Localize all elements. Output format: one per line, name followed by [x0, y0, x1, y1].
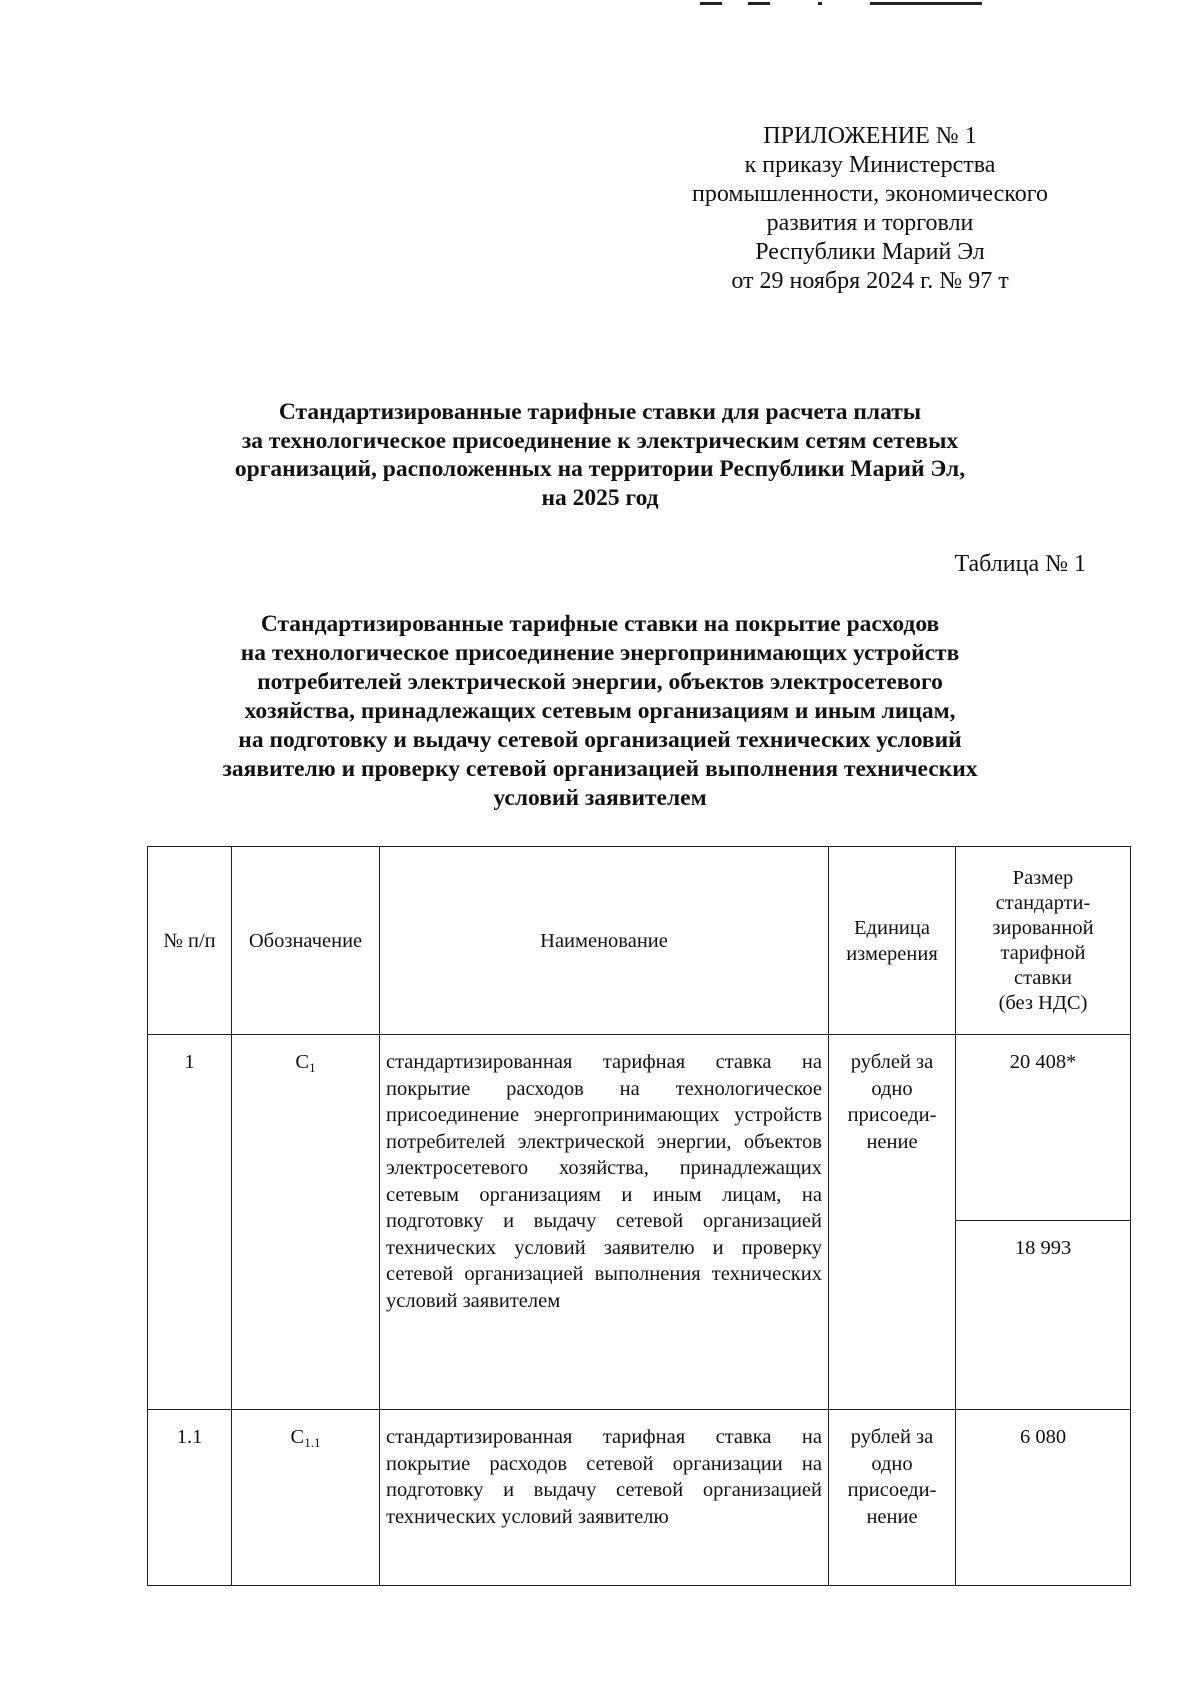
header-size-line: тарифной: [1000, 941, 1086, 964]
title-line: организаций, расположенных на территории Республики Марий Эл,: [234, 456, 966, 482]
unit-line: одно: [871, 1452, 913, 1475]
header-size-line: стандарти-: [995, 891, 1091, 914]
table-title-line: условий заявителем: [493, 785, 707, 811]
header-size-line: ставки: [1013, 966, 1073, 989]
designation-base: С: [295, 1051, 310, 1073]
unit-line: рублей за: [850, 1426, 934, 1448]
table-title-line: на технологическое присоединение энергопринимающих устройств: [240, 640, 960, 666]
table-title-line: потребителей электрической энергии, объектов электросетевого: [257, 669, 943, 695]
unit-line: нение: [866, 1505, 918, 1528]
appendix-line: ПРИЛОЖЕНИЕ № 1: [763, 123, 977, 149]
appendix-line: к приказу Министерства: [744, 152, 996, 178]
table-title-line: заявителю и проверку сетевой организацией выполнения технических: [222, 756, 978, 782]
header-designation: Обозначение: [232, 847, 380, 1035]
appendix-header: [640, 122, 1100, 296]
tariff-rates-table: [147, 846, 1131, 1586]
scan-artifact-marks: [700, 0, 1000, 8]
appendix-line: Республики Марий Эл: [755, 239, 985, 265]
row-designation: [232, 1035, 380, 1410]
header-num: № п/п: [148, 847, 232, 1035]
table-title-line: хозяйства, принадлежащих сетевым организациям и иным лицам,: [244, 698, 956, 724]
header-unit-line: Единица: [854, 916, 930, 939]
unit-line: рублей за: [850, 1051, 934, 1073]
table-row: [148, 1035, 1131, 1410]
row-designation: [232, 1410, 380, 1586]
header-unit-line: измерения: [846, 942, 938, 965]
rate-value: 20 408*: [956, 1035, 1130, 1221]
row-num: 1.1: [148, 1410, 232, 1586]
table-title-line: на подготовку и выдачу сетевой организацией технических условий: [238, 727, 962, 753]
header-size-line: зированной: [992, 916, 1094, 939]
title-line: Стандартизированные тарифные ставки для расчета платы: [278, 399, 922, 425]
header-size-line: Размер: [1012, 866, 1074, 889]
document-title: [160, 398, 1040, 512]
row-rate-values: [956, 1035, 1131, 1410]
row-unit: [829, 1035, 956, 1410]
table-title-line: Стандартизированные тарифные ставки на покрытие расходов: [260, 611, 940, 637]
rate-value: 18 993: [1014, 1237, 1072, 1259]
designation-base: С: [290, 1426, 305, 1448]
appendix-line: промышленности, экономического: [692, 181, 1048, 207]
row-unit: [829, 1410, 956, 1586]
unit-line: одно: [871, 1077, 913, 1100]
header-name: Наименование: [380, 847, 829, 1035]
appendix-line: развития и торговли: [766, 210, 974, 236]
table-title: [160, 610, 1040, 813]
title-line: на 2025 год: [541, 484, 659, 511]
unit-line: присоеди-: [847, 1479, 937, 1501]
unit-line: нение: [866, 1130, 918, 1153]
header-rate-size: [956, 847, 1131, 1035]
table-row: [148, 1410, 1131, 1586]
row-num: 1: [148, 1035, 232, 1410]
rate-value: 6 080: [956, 1410, 1131, 1586]
appendix-line: от 29 ноября 2024 г. № 97 т: [731, 268, 1009, 294]
title-line: за технологическое присоединение к электрическим сетям сетевых: [241, 427, 959, 454]
designation-sub: 1.1: [304, 1435, 321, 1450]
row-name: стандартизированная тарифная ставка на покрытие расходов на технологическое присоединение энергопринимающих устройств потребителей электрической энергии, объектов электросетевого хозяйства, принадлежащих сетевым организациям и иным лицам, на подготовку и выдачу сетевой организацией технических условий заявителю и проверку сетевой организацией выполнения технических условий заявителем: [380, 1035, 829, 1410]
designation-sub: 1: [309, 1060, 316, 1075]
row-name: стандартизированная тарифная ставка на покрытие расходов сетевой организации на подготовку и выдачу сетевой организацией технических условий заявителю: [380, 1410, 829, 1586]
table-header-row: [148, 847, 1131, 1035]
unit-line: присоеди-: [847, 1104, 937, 1126]
table-number: Таблица № 1: [954, 551, 1086, 577]
header-unit: [829, 847, 956, 1035]
header-size-line: (без НДС): [998, 991, 1088, 1014]
